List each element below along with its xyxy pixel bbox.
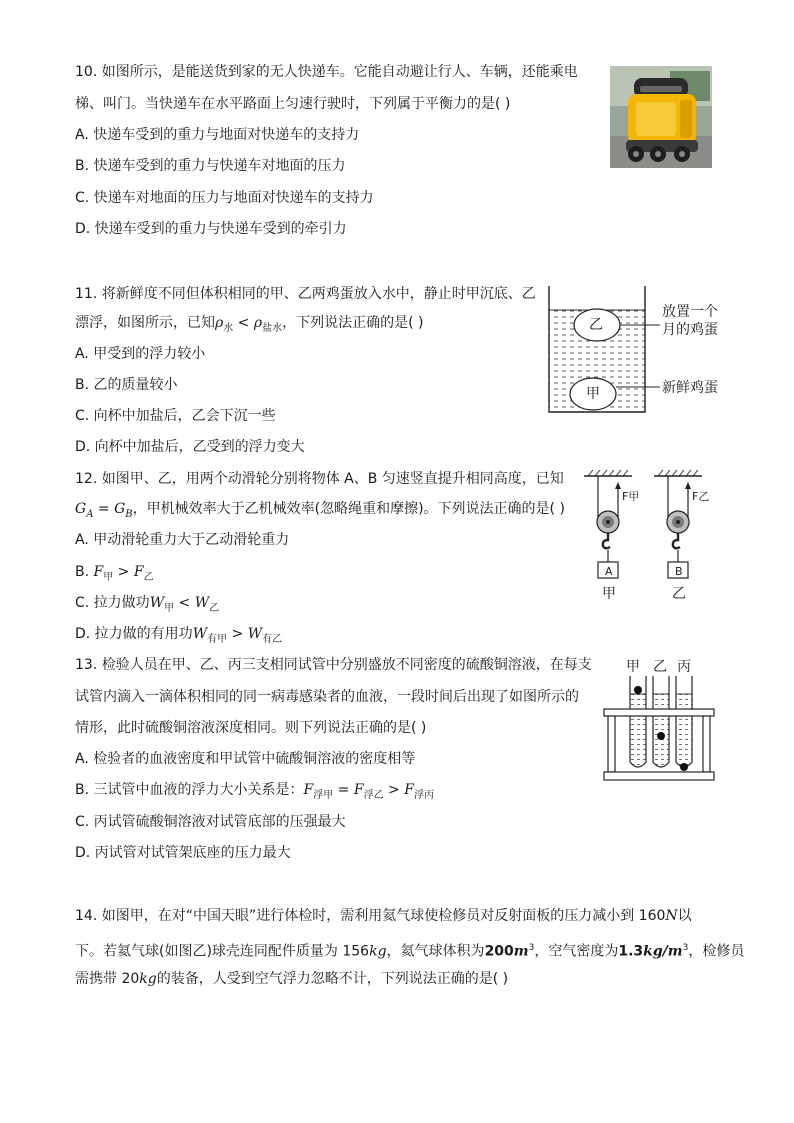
q14-line1 [75,906,692,926]
q14-line2-c: ，空气密度为 [534,943,619,960]
q14-line3-a: 需携带 20 [75,971,140,987]
block-label-a: A [605,565,613,578]
q10-option-a: A. 快递车受到的重力与地面对快递车的支持力 [75,127,360,143]
q10-option-b: B. 快递车受到的重力与快递车对地面的压力 [75,158,346,174]
old-egg-label-1: 放置一个 [662,304,718,320]
g-sub-a: A [86,508,94,520]
w-sub-yi: 乙 [209,602,220,614]
block-label-b: B [675,565,683,578]
q11-option-d: D. 向杯中加盐后，乙受到的浮力变大 [75,439,305,455]
less-than-2: < [174,595,195,611]
greater-than-13: > [383,782,405,798]
fresh-egg-label: 新鲜鸡蛋 [662,380,718,396]
q13-line3: 情形，此时硫酸铜溶液深度相同。则下列说法正确的是( ) [75,720,427,736]
q11-option-a: A. 甲受到的浮力较小 [75,346,206,362]
unit-newton: N [665,908,678,924]
q14-line2 [75,938,744,962]
less-than: < [233,315,254,331]
f-sub-yi: 乙 [143,571,154,583]
f-sub-fuyi: 浮乙 [363,789,384,801]
q13-option-d: D. 丙试管对试管架底座的压力最大 [75,845,291,861]
q12-option-c [75,593,219,619]
force-label-yi: F乙 [692,490,710,503]
q10-option-c: C. 快递车对地面的压力与地面对快递车的支持力 [75,190,374,206]
egg-label-yi: 乙 [589,317,603,333]
pulley-diagram [582,468,710,586]
cube-sup: 3 [528,943,535,953]
g-symbol-b: G [114,501,126,517]
density-value: 1.3 [618,943,644,960]
q13-line1: 13. 检验人员在甲、乙、丙三支相同试管中分别盛放不同密度的硫酸铜溶液，在每支 [75,657,592,673]
q11-line2 [75,313,423,339]
q11-option-c: C. 向杯中加盐后，乙会下沉一些 [75,408,276,424]
w-sub-youjia: 有甲 [207,633,228,645]
q12-line2 [75,499,565,525]
f-buoy-symbol-2: F [353,782,364,798]
f-sub-fubing: 浮丙 [413,789,434,801]
pulley-label-yi: 乙 [672,586,686,602]
q11-line1: 11. 将新鲜度不同但体积相同的甲、乙两鸡蛋放入水中，静止时甲沉底、乙 [75,286,536,302]
q14-line3 [75,969,508,989]
g-sub-b: B [125,508,133,520]
test-tube-rack-diagram [600,672,718,784]
w-sub-jia: 甲 [164,602,175,614]
w-symbol-2: W [194,595,210,611]
cube-sup-2: 3 [682,943,689,953]
q11-line2-pre: 漂浮，如图所示，已知 [75,315,215,331]
q13-option-a: A. 检验者的血液密度和甲试管中硫酸铜溶液的密度相等 [75,751,416,767]
equals-13: = [333,782,354,798]
opt-d-prefix: D. 拉力做的有用功 [75,626,193,642]
delivery-robot-image [610,66,712,168]
tube-label-jia: 甲 [626,659,640,675]
q14-line2-b: ，氦气球体积为 [386,943,485,960]
q12-line2-post: ，甲机械效率大于乙机械效率(忽略绳重和摩擦)。下列说法正确的是( ) [132,501,565,517]
q10-line1: 10. 如图所示，是能送货到家的无人快递车。它能自动避让行人、车辆，还能乘电 [75,64,578,80]
q11-line2-post: ，下列说法正确的是( ) [282,315,424,331]
rho-salt-subscript: 盐水 [262,322,283,334]
volume-value: 200 [484,943,514,960]
egg-label-jia: 甲 [586,386,600,402]
rho-symbol: ρ [215,315,224,331]
q12-line1: 12. 如图甲、乙，用两个动滑轮分别将物体 A、B 匀速竖直提升相同高度，已知 [75,471,564,487]
force-label-jia: F甲 [622,490,640,503]
unit-kg: kg [369,943,387,960]
f-buoy-symbol-3: F [404,782,414,798]
rho-symbol-2: ρ [253,315,263,331]
q14-line2-d: ，检修员 [688,943,745,960]
f-symbol: F [93,564,104,580]
f-sub-jia: 甲 [103,571,114,583]
tube-label-yi: 乙 [653,659,667,675]
greater-than-2: > [227,626,248,642]
w-symbol: W [149,595,165,611]
pulley-label-jia: 甲 [602,586,616,602]
q11-option-b: B. 乙的质量较小 [75,377,178,393]
g-symbol-a: G [75,501,87,517]
w-sub-youyi: 有乙 [262,633,283,645]
f-symbol-2: F [133,564,144,580]
w-symbol-3: W [192,626,208,642]
tube-label-bing: 丙 [677,659,691,675]
f-buoy-symbol: F [303,782,314,798]
unit-m: m [513,943,529,960]
q14-line1-post: 以 [677,908,692,924]
q10-line2: 梯、叫门。当快递车在水平路面上匀速行驶时，下列属于平衡力的是( ) [75,96,511,112]
q14-line1-pre: 14. 如图甲，在对“中国天眼”进行体检时，需利用氦气球使检修员对反射面板的压力减小到 160 [75,908,666,924]
q13-option-c: C. 丙试管硫酸铜溶液对试管底部的压强最大 [75,814,346,830]
old-egg-label-2: 月的鸡蛋 [662,322,718,338]
opt-b-prefix: B. [75,564,94,580]
unit-kg-per-m: kg/m [643,943,683,960]
q12-option-d [75,624,282,650]
opt-c-prefix: C. 拉力做功 [75,595,150,611]
q12-option-b [75,562,154,588]
greater-than: > [113,564,134,580]
q14-line3-b: 的装备，人受到空气浮力忽略不计，下列说法正确的是( ) [156,971,509,987]
q10-option-d: D. 快递车受到的重力与快递车受到的牵引力 [75,221,347,237]
equals: = [93,501,115,517]
beaker-eggs-diagram [545,284,660,416]
unit-kg-2: kg [139,971,157,987]
rho-water-subscript: 水 [223,322,234,334]
opt-b-prefix-13: B. 三试管中血液的浮力大小关系是： [75,782,304,798]
q13-line2: 试管内滴入一滴体积相同的同一病毒感染者的血液，一段时间后出现了如图所示的 [75,689,579,705]
q14-line2-a: 下。若氦气球(如图乙)球壳连同配件质量为 156 [75,943,370,960]
q12-option-a: A. 甲动滑轮重力大于乙动滑轮重力 [75,532,290,548]
q13-option-b [75,780,434,806]
f-sub-fujia: 浮甲 [313,789,334,801]
w-symbol-4: W [247,626,263,642]
